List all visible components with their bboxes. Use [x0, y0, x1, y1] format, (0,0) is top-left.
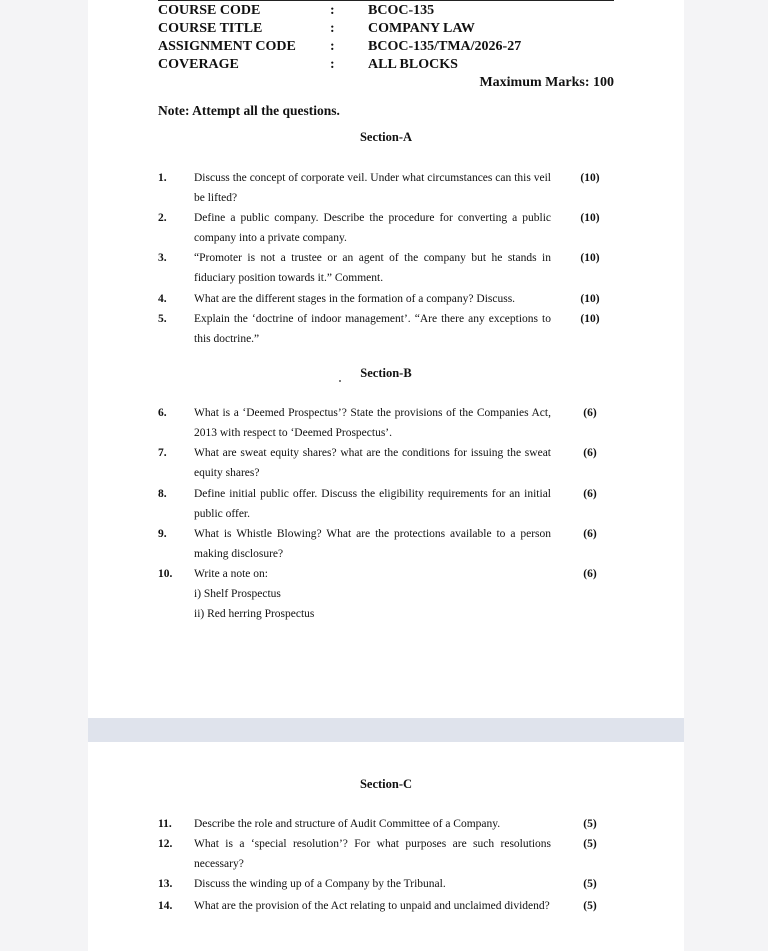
header-value: BCOC-135/TMA/2026-27 [368, 39, 522, 54]
section-b-title: Section-B [360, 366, 412, 380]
question-number: 5. [158, 313, 167, 325]
question-marks: (5) [583, 818, 597, 830]
header-top-rule [158, 0, 614, 1]
question-number: 11. [158, 818, 172, 830]
section-c-title: Section-C [359, 777, 413, 791]
question-text: What is a ‘Deemed Prospectus’? State the provisions of the Companies Act, 2013 with respect to ‘Deemed Prospectus’. [194, 407, 551, 439]
header-value: BCOC-135 [368, 3, 435, 18]
question-marks: (6) [583, 447, 597, 459]
question-text: What is Whistle Blowing? What are the protections available to a person making disclosure? [194, 528, 551, 560]
question-text: What are sweat equity shares? what are the conditions for issuing the sweat equity shares? [194, 447, 551, 479]
question-number: 4. [158, 293, 167, 305]
question-number: 6. [158, 407, 167, 419]
section-a-title: Section-A [359, 130, 413, 144]
sub-item-red-herring-prospectus: ii) Red herring Prospectus [194, 608, 315, 620]
question-marks: (5) [583, 878, 597, 890]
question-marks: (5) [583, 838, 597, 850]
question-number: 13. [158, 878, 173, 890]
header-value: ALL BLOCKS [368, 57, 458, 72]
header-separator: : [330, 39, 335, 54]
question-number: 3. [158, 252, 167, 264]
header-row-assignment-code [158, 38, 618, 56]
question-number: 9. [158, 528, 167, 540]
header-key: COURSE CODE [158, 3, 261, 18]
question-number: 7. [158, 447, 167, 459]
question-text: Explain the ‘doctrine of indoor management’. “Are there any exceptions to this doctrine.” [194, 313, 551, 345]
header-row-coverage [158, 56, 618, 74]
question-text: What is a ‘special resolution’? For what purposes are such resolutions necessary? [194, 838, 551, 870]
assignment-page-2 [88, 742, 684, 951]
question-number: 8. [158, 488, 167, 500]
header-row-course-code [158, 2, 618, 20]
header-key: COURSE TITLE [158, 21, 263, 36]
question-text: Describe the role and structure of Audit Committee of a Company. [194, 818, 501, 830]
instruction-note: Note: Attempt all the questions. [158, 103, 340, 118]
question-marks: (6) [583, 528, 597, 540]
question-text: “Promoter is not a trustee or an agent of the company but he stands in fiduciary position towards it.” Comment. [194, 252, 551, 284]
question-text [194, 564, 551, 624]
header-separator: : [330, 3, 335, 18]
question-marks: (10) [580, 172, 600, 184]
question-marks: (6) [583, 407, 597, 419]
header-key: COVERAGE [158, 57, 239, 72]
question-number: 14. [158, 900, 173, 912]
header-row-course-title [158, 20, 618, 38]
question-stem: Write a note on: [194, 568, 268, 580]
question-marks: (5) [583, 900, 597, 912]
question-marks: (10) [580, 313, 600, 325]
question-marks: (10) [580, 212, 600, 224]
assignment-page-1 [88, 0, 684, 718]
question-marks: (6) [583, 568, 597, 580]
question-text: What are the provision of the Act relating to unpaid and unclaimed dividend? [194, 900, 550, 912]
sub-item-shelf-prospectus: i) Shelf Prospectus [194, 588, 281, 600]
page-gap [88, 718, 684, 742]
header-separator: : [330, 21, 335, 36]
question-text: Discuss the concept of corporate veil. Under what circumstances can this veil be lifted? [194, 172, 551, 204]
header-separator: : [330, 57, 335, 72]
question-marks: (10) [580, 293, 600, 305]
question-marks: (10) [580, 252, 600, 264]
header-key: ASSIGNMENT CODE [158, 39, 296, 54]
question-marks: (6) [583, 488, 597, 500]
question-text: Discuss the winding up of a Company by the Tribunal. [194, 878, 446, 890]
question-number: 2. [158, 212, 167, 224]
question-number: 1. [158, 172, 167, 184]
question-text: Define initial public offer. Discuss the eligibility requirements for an initial public offer. [194, 488, 551, 520]
maximum-marks: Maximum Marks: 100 [479, 75, 614, 90]
question-text: Define a public company. Describe the procedure for converting a public company into a private company. [194, 212, 551, 244]
header-value: COMPANY LAW [368, 21, 475, 36]
question-number: 12. [158, 838, 173, 850]
question-number: 10. [158, 568, 173, 580]
question-text: What are the different stages in the formation of a company? Discuss. [194, 293, 516, 305]
